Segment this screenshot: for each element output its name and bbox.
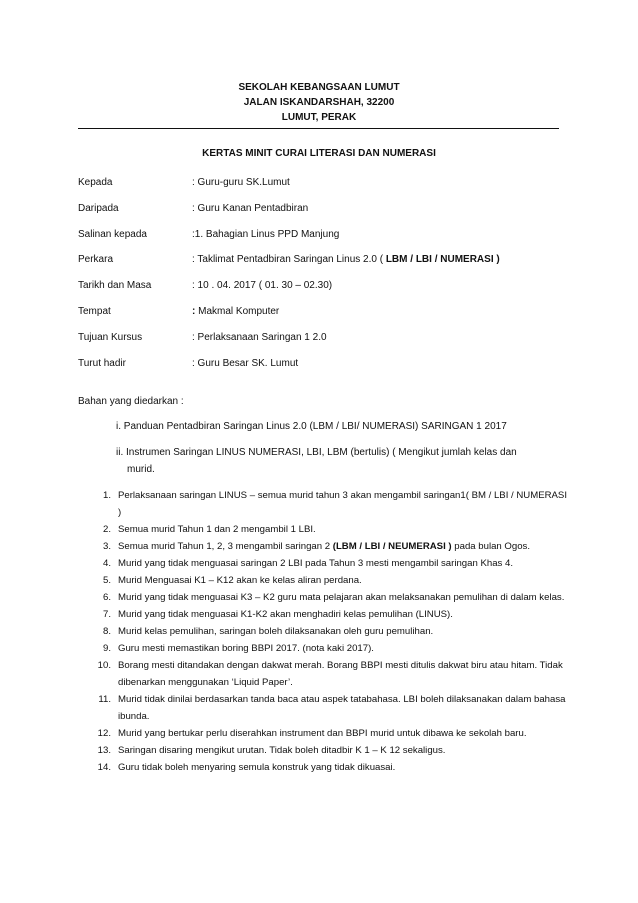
school-name: SEKOLAH KEBANGSAAN LUMUT bbox=[238, 82, 400, 93]
list-item bbox=[78, 487, 568, 521]
materials-item-line: murid. bbox=[127, 464, 155, 475]
letterhead bbox=[0, 80, 638, 125]
list-item-number: 8. bbox=[102, 626, 111, 637]
meta-row-tempat bbox=[78, 306, 568, 332]
school-street: JALAN ISKANDARSHAH, 32200 bbox=[243, 97, 395, 108]
list-item-text: Borang mesti ditandakan dengan dakwat merah. Borang BBPI mesti ditulis dakwat biru atau hitam. Tidak dibenarkan menggunakan ‘Liquid Paper’. bbox=[118, 660, 563, 688]
meta-label: Tujuan Kursus bbox=[78, 331, 143, 343]
list-item-number: 4. bbox=[102, 558, 111, 569]
list-item-number: 7. bbox=[102, 609, 111, 620]
meta-value: : Perlaksanaan Saringan 1 2.0 bbox=[192, 331, 327, 343]
meta-value: : Guru Kanan Pentadbiran bbox=[192, 202, 309, 214]
list-item-number: 11. bbox=[98, 694, 111, 705]
list-item-text: Murid yang bertukar perlu diserahkan instrument dan BBPI murid untuk dibawa ke sekolah baru. bbox=[118, 728, 527, 739]
list-item-number: 12. bbox=[97, 728, 111, 739]
meta-row-kepada bbox=[78, 177, 568, 203]
list-item bbox=[78, 521, 568, 538]
list-item-number: 13. bbox=[97, 745, 111, 756]
list-item-number: 9. bbox=[102, 643, 111, 654]
meta-label: Salinan kepada bbox=[78, 228, 147, 240]
list-item bbox=[78, 657, 568, 691]
materials-item-line: ii. Instrumen Saringan LINUS NUMERASI, LBI, LBM (bertulis) ( Mengikut jumlah kelas dan bbox=[116, 447, 517, 458]
header-divider bbox=[78, 128, 559, 129]
list-item bbox=[78, 589, 568, 606]
meta-value-colon: : bbox=[192, 305, 196, 317]
list-item-text: Murid yang tidak menguasai K1-K2 akan menghadiri kelas pemulihan (LINUS). bbox=[118, 609, 453, 620]
meta-label: Turut hadir bbox=[78, 357, 126, 369]
meta-row-perkara bbox=[78, 254, 568, 280]
list-item bbox=[78, 606, 568, 623]
list-item-text-bold: (LBM / LBI / NEUMERASI ) bbox=[332, 541, 452, 552]
meta-value-text: Makmal Komputer bbox=[195, 305, 280, 317]
meta-value: :1. Bahagian Linus PPD Manjung bbox=[192, 228, 340, 240]
list-item-text: Semua murid Tahun 1 dan 2 mengambil 1 LBI. bbox=[118, 524, 316, 535]
list-item-text: Guru tidak boleh menyaring semula konstruk yang tidak dikuasai. bbox=[118, 762, 396, 773]
document-title: KERTAS MINIT CURAI LITERASI DAN NUMERASI bbox=[202, 148, 436, 159]
meta-value-bold: LBM / LBI / NUMERASI ) bbox=[385, 254, 500, 266]
memo-details bbox=[78, 177, 568, 383]
meta-value-text: : Taklimat Pentadbiran Saringan Linus 2.0 ( bbox=[192, 254, 386, 266]
list-item-text: Murid tidak dinilai berdasarkan tanda baca atau aspek tatabahasa. LBI boleh dilaksanakan dalam bahasa ibunda. bbox=[118, 694, 566, 722]
meta-value: : 10 . 04. 2017 ( 01. 30 – 02.30) bbox=[192, 280, 333, 292]
list-item-number: 6. bbox=[102, 592, 111, 603]
list-item bbox=[78, 555, 568, 572]
materials-item bbox=[116, 444, 566, 478]
meta-value: : Guru Besar SK. Lumut bbox=[192, 357, 299, 369]
list-item-text: Murid kelas pemulihan, saringan boleh dilaksanakan oleh guru pemulihan. bbox=[118, 626, 434, 637]
list-item-text: Murid Menguasai K1 – K12 akan ke kelas aliran perdana. bbox=[118, 575, 362, 586]
materials-item bbox=[116, 418, 566, 435]
meta-row-tarikh bbox=[78, 280, 568, 306]
meta-label: Daripada bbox=[78, 202, 119, 214]
list-item-number: 10. bbox=[97, 660, 111, 671]
minutes-list bbox=[78, 487, 568, 776]
list-item-text: Murid yang tidak menguasai saringan 2 LBI pada Tahun 3 mesti mengambil saringan Khas 4. bbox=[118, 558, 514, 569]
list-item-number: 2. bbox=[102, 524, 111, 535]
list-item bbox=[78, 759, 568, 776]
list-item bbox=[78, 691, 568, 725]
list-item-number: 3. bbox=[102, 541, 111, 552]
list-item bbox=[78, 623, 568, 640]
list-item-text: Murid yang tidak menguasai K3 – K2 guru mata pelajaran akan melaksanakan pemulihan di dalam kelas. bbox=[118, 592, 565, 603]
school-town: LUMUT, PERAK bbox=[281, 112, 357, 123]
materials-item-line: i. Panduan Pentadbiran Saringan Linus 2.0 (LBM / LBI/ NUMERASI) SARINGAN 1 2017 bbox=[116, 421, 507, 432]
list-item-text-part: pada bulan Ogos. bbox=[451, 541, 531, 552]
meta-row-tujuan bbox=[78, 332, 568, 358]
list-item-text-part: Semua murid Tahun 1, 2, 3 mengambil saringan 2 bbox=[118, 541, 333, 552]
list-item-text: Saringan disaring mengikut urutan. Tidak boleh ditadbir K 1 – K 12 sekaligus. bbox=[118, 745, 446, 756]
meta-label: Tarikh dan Masa bbox=[78, 280, 152, 292]
meta-label: Perkara bbox=[78, 254, 114, 266]
meta-value bbox=[192, 254, 500, 265]
meta-value bbox=[192, 306, 279, 317]
meta-value: : Guru-guru SK.Lumut bbox=[192, 177, 290, 188]
list-item bbox=[78, 725, 568, 742]
list-item bbox=[78, 572, 568, 589]
list-item-text: Guru mesti memastikan boring BBPI 2017. (nota kaki 2017). bbox=[118, 643, 374, 654]
meta-label: Kepada bbox=[78, 177, 113, 188]
meta-row-salinan bbox=[78, 229, 568, 255]
list-item-number: 14. bbox=[97, 762, 111, 773]
list-item-text: Perlaksanaan saringan LINUS – semua murid tahun 3 akan mengambil saringan1( BM / LBI / NUMERASI ) bbox=[118, 490, 567, 518]
list-item-number: 1. bbox=[102, 490, 111, 501]
list-item bbox=[78, 538, 568, 555]
meta-label: Tempat bbox=[78, 305, 111, 317]
meta-row-daripada bbox=[78, 203, 568, 229]
list-item bbox=[78, 640, 568, 657]
list-item-text bbox=[118, 538, 568, 555]
list-item-number: 5. bbox=[102, 575, 111, 586]
materials-label: Bahan yang diedarkan : bbox=[78, 396, 184, 407]
meta-row-turut-hadir bbox=[78, 358, 568, 384]
list-item bbox=[78, 742, 568, 759]
